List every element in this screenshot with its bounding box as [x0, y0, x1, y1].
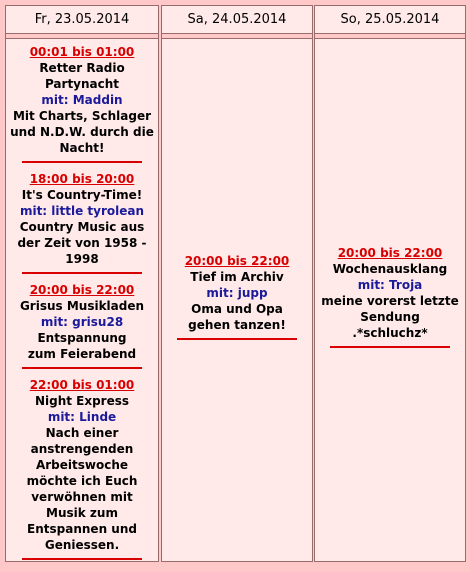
show-time-link[interactable]: 20:00 bis 22:00	[337, 245, 443, 260]
day-column-so	[314, 5, 466, 562]
show-title: Grisus Musikladen	[19, 299, 145, 313]
show-time-link[interactable]: 22:00 bis 01:00	[29, 378, 135, 392]
show-description: Mit Charts, Schlager und N.D.W. durch die Nacht!	[10, 109, 154, 155]
day-header: So, 25.05.2014	[315, 6, 465, 34]
show-host: mit: Linde	[47, 410, 117, 424]
show-host: mit: Maddin	[41, 93, 123, 107]
day-column-fr	[5, 5, 159, 562]
show-divider	[22, 161, 142, 163]
show-entry	[6, 377, 158, 568]
day-header: Sa, 24.05.2014	[162, 6, 312, 34]
day-header: Fr, 23.05.2014	[6, 6, 158, 34]
show-divider	[330, 346, 450, 348]
show-description: Country Music aus der Zeit von 1958 - 1998	[17, 220, 147, 266]
show-host: mit: Troja	[357, 277, 423, 292]
show-time-link[interactable]: 20:00 bis 22:00	[184, 253, 290, 268]
show-host: mit: little tyrolean	[19, 204, 145, 218]
day-body	[6, 38, 158, 561]
day-body	[315, 38, 465, 561]
show-description: Oma und Opa gehen tanzen!	[188, 301, 286, 332]
show-entry	[315, 245, 465, 356]
show-time-link[interactable]: 00:01 bis 01:00	[29, 45, 135, 59]
show-entry	[6, 44, 158, 171]
show-divider	[22, 558, 142, 560]
show-host: mit: jupp	[206, 285, 268, 300]
show-divider	[22, 367, 142, 369]
show-host: mit: grisu28	[40, 315, 124, 329]
show-description: Nach einer anstrengenden Arbeitswoche möchte ich Euch verwöhnen mit Musik zum Entspannen und Geniessen.	[26, 426, 138, 552]
show-entry	[162, 253, 312, 348]
show-description: meine vorerst letzte Sendung .*schluchz*	[321, 293, 459, 340]
show-time-link[interactable]: 20:00 bis 22:00	[29, 283, 135, 297]
show-divider	[177, 338, 297, 340]
show-entry	[6, 171, 158, 282]
show-title: Night Express	[34, 394, 130, 408]
show-description: Entspannung zum Feierabend	[27, 331, 137, 361]
show-title: It's Country-Time!	[21, 188, 143, 202]
day-column-sa	[161, 5, 313, 562]
show-time-link[interactable]: 18:00 bis 20:00	[29, 172, 135, 186]
show-divider	[22, 272, 142, 274]
show-entry	[6, 282, 158, 377]
day-body	[162, 38, 312, 561]
show-title: Tief im Archiv	[190, 269, 284, 284]
show-title: Wochenausklang	[332, 261, 448, 276]
show-title: Retter Radio Partynacht	[39, 61, 125, 91]
